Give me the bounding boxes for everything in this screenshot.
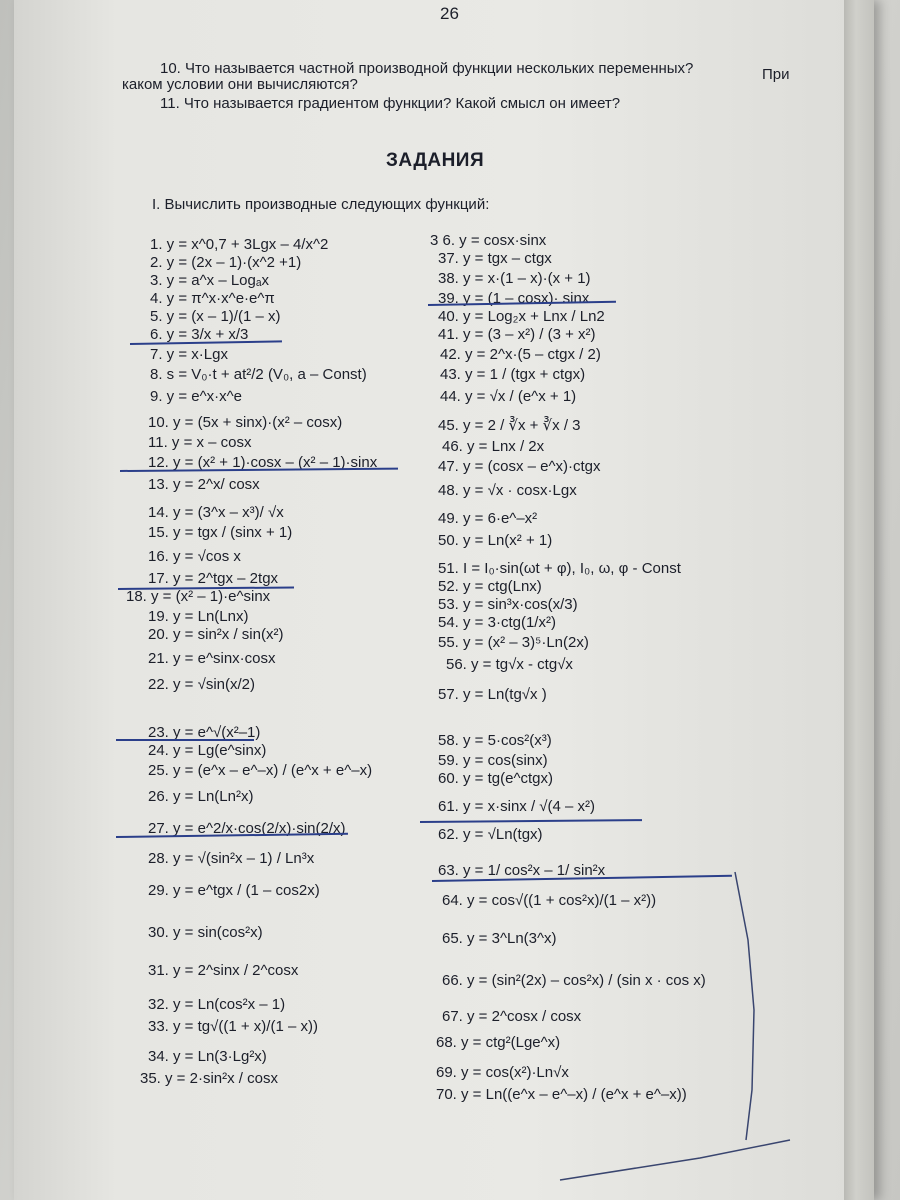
task-left-24: 24. y = Lg(e^sinx) — [148, 742, 267, 759]
task-right-18: 53. y = sin³x·cos(x/3) — [438, 596, 578, 613]
task-right-8: 43. y = 1 / (tgx + ctgx) — [440, 366, 586, 383]
question-11: 11. Что называется градиентом функции? Какой смысл он имеет? — [160, 95, 621, 112]
task-left-7: 7. y = x·Lgx — [150, 346, 228, 363]
task-left-33: 33. y = tg√((1 + x)/(1 – x)) — [148, 1018, 318, 1035]
task-right-35: 70. y = Ln((e^x – e^–x) / (e^x + e^–x)) — [436, 1086, 687, 1103]
task-right-10: 45. y = 2 / ∛x + ∛x / 3 — [438, 417, 581, 434]
task-right-30: 65. y = 3^Ln(3^x) — [442, 930, 557, 947]
task-left-19: 19. y = Ln(Lnx) — [148, 608, 249, 625]
task-left-15: 15. y = tgx / (sinx + 1) — [148, 524, 293, 541]
task-right-32: 67. y = 2^cosx / cosx — [442, 1008, 582, 1025]
task-right-14: 49. y = 6·e^–x² — [438, 510, 538, 527]
task-right-3: 38. y = x·(1 – x)·(x + 1) — [438, 270, 591, 287]
question-10-line-2: каком условии они вычисляются? — [122, 76, 358, 93]
task-left-10: 10. y = (5x + sinx)·(x² – cosx) — [148, 414, 343, 431]
task-left-29: 29. y = e^tgx / (1 – cos2x) — [148, 882, 320, 899]
question-10-continuation: При — [762, 66, 790, 83]
task-right-7: 42. y = 2^x·(5 – ctgx / 2) — [440, 346, 601, 363]
task-right-13: 48. y = √x · cosx·Lgx — [438, 482, 577, 499]
task-left-30: 30. y = sin(cos²x) — [148, 924, 263, 941]
task-left-12: 12. y = (x² + 1)·cosx – (x² – 1)·sinx — [148, 454, 378, 471]
task-right-33: 68. y = ctg²(Lge^x) — [436, 1034, 561, 1051]
task-left-21: 21. y = e^sinx·cosx — [148, 650, 276, 667]
task-left-34: 34. y = Ln(3·Lg²x) — [148, 1048, 267, 1065]
task-right-28: 63. y = 1/ cos²x – 1/ sin²x — [438, 862, 606, 879]
task-right-27: 62. y = √Ln(tgx) — [438, 826, 543, 843]
task-left-20: 20. y = sin²x / sin(x²) — [148, 626, 284, 643]
task-right-31: 66. y = (sin²(2x) – cos²x) / (sin x · cos x) — [442, 972, 706, 989]
task-right-11: 46. y = Lnx / 2x — [442, 438, 545, 455]
task-left-35: 35. y = 2·sin²x / cosx — [140, 1070, 278, 1087]
task-right-9: 44. y = √x / (e^x + 1) — [440, 388, 577, 405]
task-right-16: 51. I = I₀·sin(ωt + φ), I₀, ω, φ - Const — [438, 560, 681, 577]
section-heading: ЗАДАНИЯ — [386, 150, 485, 171]
task-right-1: 3 6. y = cosx·sinx — [430, 232, 547, 249]
task-right-23: 58. y = 5·cos²(x³) — [438, 732, 552, 749]
task-left-8: 8. s = V₀·t + at²/2 (V₀, a – Const) — [150, 366, 367, 383]
task-left-17: 17. y = 2^tgx – 2tgx — [148, 570, 279, 587]
task-left-28: 28. y = √(sin²x – 1) / Ln³x — [148, 850, 315, 867]
task-right-26: 61. y = x·sinx / √(4 – x²) — [438, 798, 596, 815]
task-right-17: 52. y = ctg(Lnx) — [438, 578, 542, 595]
task-right-24: 59. y = cos(sinx) — [438, 752, 548, 769]
task-left-23: 23. y = e^√(x²–1) — [148, 724, 261, 741]
task-left-9: 9. y = e^x·x^e — [150, 388, 243, 405]
task-left-27: 27. y = e^2/x·cos(2/x)·sin(2/x) — [148, 820, 346, 837]
task-right-25: 60. y = tg(e^ctgx) — [438, 770, 554, 787]
task-right-19: 54. y = 3·ctg(1/x²) — [438, 614, 556, 631]
task-instruction: I. Вычислить производные следующих функций: — [152, 196, 490, 213]
task-left-1: 1. y = x^0,7 + 3Lgx – 4/x^2 — [150, 236, 329, 253]
task-left-2: 2. y = (2x – 1)·(x^2 +1) — [150, 254, 302, 271]
task-left-4: 4. y = π^x·x^e·e^π — [150, 290, 275, 307]
page-number: 26 — [440, 4, 459, 23]
task-left-16: 16. y = √cos x — [148, 548, 241, 565]
task-left-25: 25. y = (e^x – e^–x) / (e^x + e^–x) — [148, 762, 373, 779]
task-left-5: 5. y = (x – 1)/(1 – x) — [150, 308, 281, 325]
task-left-32: 32. y = Ln(cos²x – 1) — [148, 996, 286, 1013]
task-right-34: 69. y = cos(x²)·Ln√x — [436, 1064, 569, 1081]
task-right-29: 64. y = cos√((1 + cos²x)/(1 – x²)) — [442, 892, 657, 909]
task-left-18: 18. y = (x² – 1)·e^sinx — [126, 588, 271, 605]
task-right-22: 57. y = Ln(tg√x ) — [438, 686, 547, 703]
task-left-31: 31. y = 2^sinx / 2^cosx — [148, 962, 299, 979]
task-right-2: 37. y = tgx – ctgx — [438, 250, 552, 267]
task-right-20: 55. y = (x² – 3)⁵·Ln(2x) — [438, 634, 589, 651]
task-right-5: 40. y = Log₂x + Lnx / Ln2 — [438, 308, 605, 325]
task-right-15: 50. y = Ln(x² + 1) — [438, 532, 553, 549]
question-10-line-1: 10. Что называется частной производной функции нескольких переменных? — [160, 60, 694, 77]
task-left-6: 6. y = 3/x + x/3 — [150, 326, 249, 343]
task-right-6: 41. y = (3 – x²) / (3 + x²) — [438, 326, 596, 343]
task-left-13: 13. y = 2^x/ cosx — [148, 476, 260, 493]
task-right-21: 56. y = tg√x - ctg√x — [446, 656, 573, 673]
task-right-4: 39. y = (1 – cosx)· sinx — [438, 290, 590, 307]
task-right-12: 47. y = (cosx – e^x)·ctgx — [438, 458, 601, 475]
task-left-22: 22. y = √sin(x/2) — [148, 676, 256, 693]
task-left-11: 11. y = x – cosx — [148, 434, 252, 451]
task-left-26: 26. y = Ln(Ln²x) — [148, 788, 254, 805]
task-left-14: 14. y = (3^x – x³)/ √x — [148, 504, 284, 521]
task-left-3: 3. y = a^x – Logₐx — [150, 272, 269, 289]
